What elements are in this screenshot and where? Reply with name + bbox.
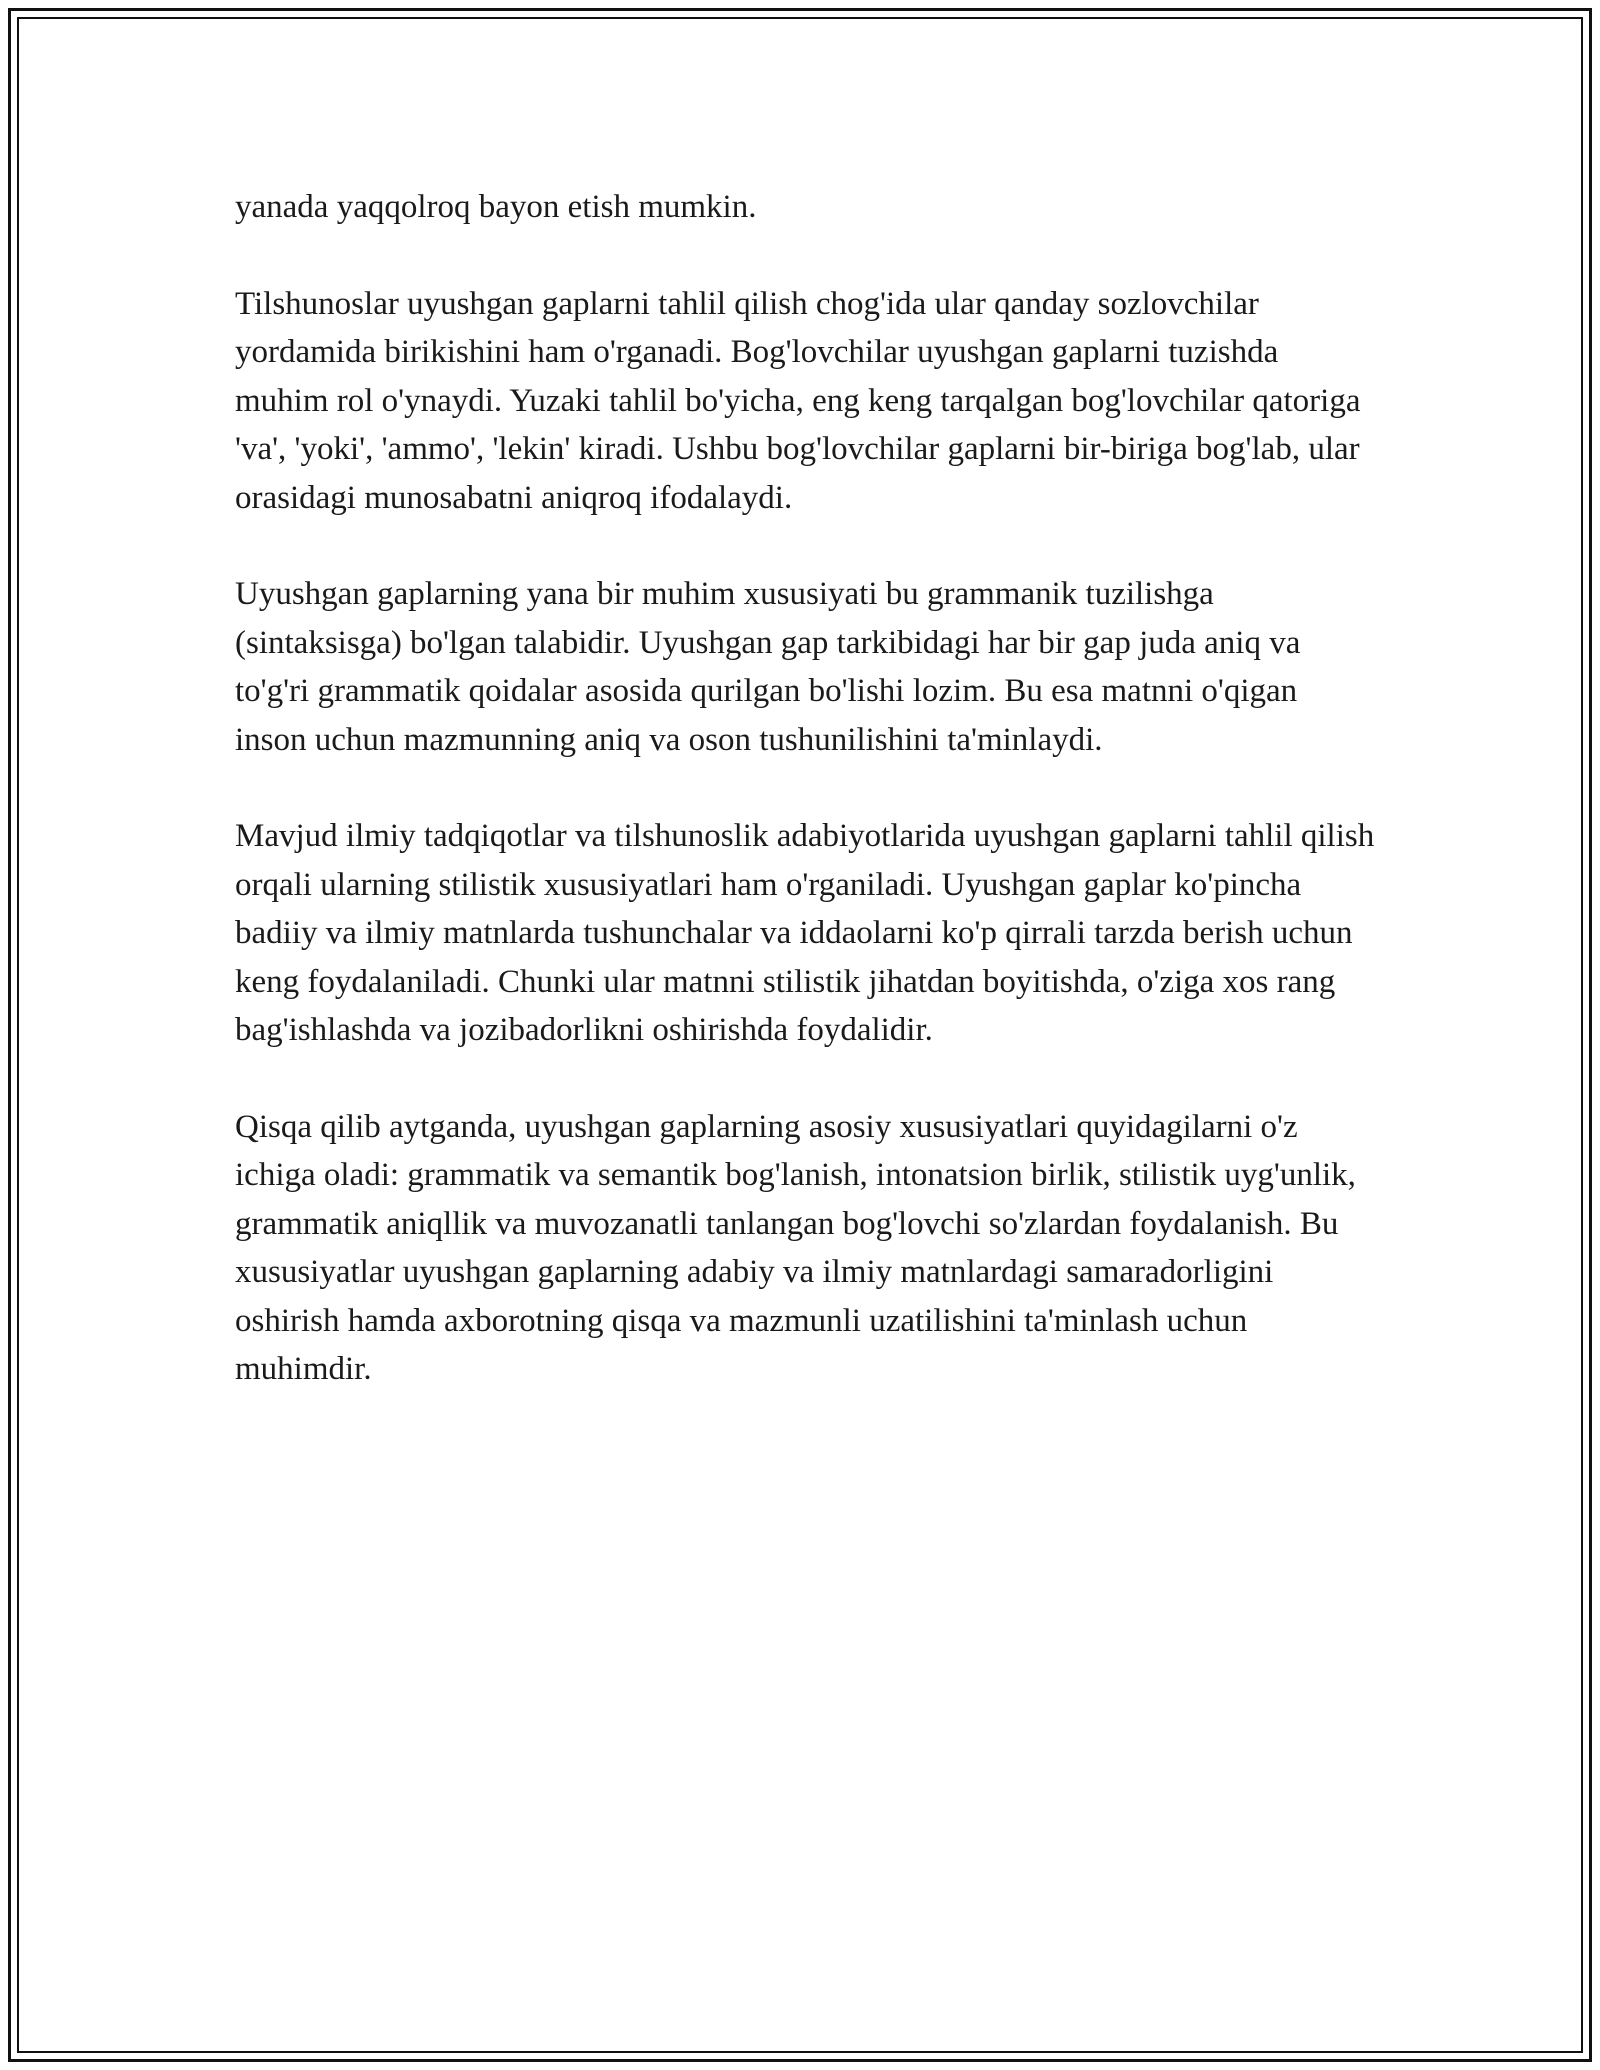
- paragraph-2: Tilshunoslar uyushgan gaplarni tahlil qilish chog'ida ular qanday sozlovchilar yordamida birikishini ham o'rganadi. Bog'lovchilar uyushgan gaplarni tuzishda muhim rol o'ynaydi. Yuzaki tahlil bo'yicha, eng keng tarqalgan bog'lovchilar qatoriga 'va', 'yoki', 'ammo', 'lekin' kiradi. Ushbu bog'lovchilar gaplarni bir-biriga bog'lab, ular orasidagi munosabatni aniqroq ifodalaydi.: [235, 285, 1361, 516]
- paragraph-4: Mavjud ilmiy tadqiqotlar va tilshunoslik adabiyotlarida uyushgan gaplarni tahlil qilish orqali ularning stilistik xususiyatlari ham o'rganiladi. Uyushgan gaplar ko'pincha badiiy va ilmiy matnlarda tushunchalar va iddaolarni ko'p qirrali tarzda berish uchun keng foydalaniladi. Chunki ular matnni stilistik jihatdan boyitishda, o'ziga xos rang bag'ishlashda va jozibadorlikni oshirishda foydalidir.: [235, 818, 1375, 1048]
- paragraph-1: yanada yaqqolroq bayon etish mumkin.: [235, 189, 757, 225]
- paragraph-5: Qisqa qilib aytganda, uyushgan gaplarning asosiy xususiyatlari quyidagilarni o'z ichiga oladi: grammatik va semantik bog'lanish, intonatsion birlik, stilistik uyg'unlik, grammatik aniqllik va muvozanatli tanlangan bog'lovchi so'zlardan foydalanish. Bu xususiyatlar uyushgan gaplarning adabiy va ilmiy matnlardagi samaradorligini oshirish hamda axborotning qisqa va mazmunli uzatilishini ta'minlash uchun muhimdir.: [235, 1108, 1356, 1387]
- document-body: [235, 183, 1375, 1442]
- paragraph-3: Uyushgan gaplarning yana bir muhim xususiyati bu grammanik tuzilishga (sintaksisga) bo'lgan talabidir. Uyushgan gap tarkibidagi har bir gap juda aniq va to'g'ri grammatik qoidalar asosida qurilgan bo'lishi lozim. Bu esa matnni o'qigan inson uchun mazmunning aniq va oson tushunilishini ta'minlaydi.: [235, 576, 1301, 758]
